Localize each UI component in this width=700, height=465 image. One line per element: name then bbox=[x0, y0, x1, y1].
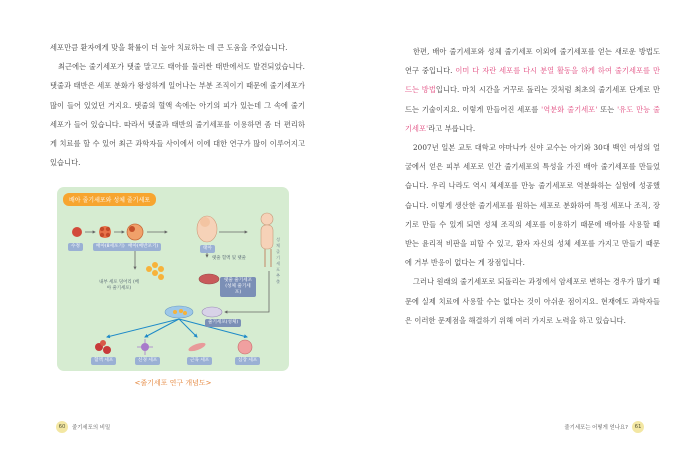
right-paragraph-1 bbox=[405, 42, 660, 138]
label-inner-mass: 내부 세포 덩어리 (배아 줄기세포) bbox=[99, 280, 139, 291]
label-heart-cell: 심장 세포 bbox=[235, 357, 260, 365]
running-title-right: 줄기세포는 어떻게 얻나요? bbox=[564, 425, 628, 431]
rp1-highlight-method: 이미 다 자란 세포를 다시 분열 활동을 하게 하여 줄기세포를 만드는 방법 bbox=[405, 66, 660, 95]
left-paragraph-1: 세포만큼 환자에게 맞을 확률이 더 높아 치료하는 데 큰 도움을 주었습니다. bbox=[50, 43, 288, 52]
label-cord-stem: 탯줄 줄기세포 (성체 줄기세포) bbox=[220, 277, 256, 297]
baby-figure bbox=[261, 213, 273, 225]
rp1-or: 또는 bbox=[597, 104, 618, 114]
stem-cell-diagram bbox=[57, 187, 289, 371]
left-paragraph-2: 최근에는 줄기세포가 탯줄 말고도 태아를 둘러싼 태반에서도 발견되었습니다. 탯줄과 태반은 세포 분화가 왕성하게 일어나는 부분 조직이기 때문에 줄기세포가 많이 들어 있었던 거지요. 탯줄의 혈액 속에는 아기의 피가 있는데 그 속에 줄기세포가 들어 있습니다. 따라서 탯줄과 태반의 줄기세포를 이용하면 좀 더 편리하게 치료를 할 수 있어 최근 과학자들 사이에서 이에 대한 연구가 많이 이루어지고 있습니다. bbox=[50, 62, 305, 168]
label-fertilized: 수정 bbox=[68, 243, 83, 251]
petri-dish-1 bbox=[199, 274, 219, 284]
label-8cell: 배아(8세포기) bbox=[93, 243, 128, 251]
right-paragraph-3: 그러나 원래의 줄기세포로 되돌리는 과정에서 암세포로 변하는 경우가 많기 때문에 실제 치료에 사용할 수는 없다는 것이 아쉬운 점이지요. 현재에도 과학자들은 이러한 문제점을 해결하기 위해 여러 가지로 노력을 하고 있습니다. bbox=[405, 277, 660, 325]
page-number-left: 60 bbox=[56, 421, 68, 433]
side-note-adult-extraction: 성체 줄기세포 추출 bbox=[275, 237, 281, 284]
label-fetus: 태아 bbox=[200, 245, 215, 253]
diagram-caption: <줄기세포 연구 개념도> bbox=[134, 379, 212, 387]
blastocyst bbox=[127, 224, 143, 240]
label-adult-stem: 줄기세포(성체) bbox=[205, 319, 241, 327]
right-page bbox=[350, 0, 700, 465]
rp1-middle: 입니다. 마치 시간을 거꾸로 돌리는 것처럼 최초의 줄기세포 단계로 만드는 기술이지요. 이렇게 만들어진 세포를 bbox=[405, 85, 661, 114]
left-body-text bbox=[50, 38, 305, 172]
label-muscle-cell: 근육 세포 bbox=[187, 357, 212, 365]
rp1-highlight-induced: '유도 만능 줄기세포' bbox=[405, 104, 661, 133]
rp1-end: 라고 부릅니다. bbox=[428, 123, 476, 133]
rp1-intro: 한편, 배아 줄기세포와 성체 줄기세포 이외에 줄기세포를 얻는 새로운 방법도 연구 중입니다. bbox=[405, 47, 660, 76]
right-paragraph-2: 2007년 일본 교토 대학교 야마나카 신야 교수는 아기와 30대 백인 여성의 얼굴에서 얻은 피부 세포로 인간 줄기세포의 특성을 가진 배아 줄기세포를 만들었습니다. 우리 나라도 역시 체세포를 만능 줄기세포로 역분화하는 실험에 성공했습니다. 이렇게 생산한 줄기세포를 원하는 세포로 분화하여 특정 세포나 조직, 장기로 만들 수 있게 되면 성체 조직의 세포를 이용하기 때문에 배아를 사용할 때 받는 윤리적 비판을 피할 수 있고, 환자 자신의 성체 세포를 가지고 만들기 때문에 거부 반응이 없다는 게 장점입니다. bbox=[405, 143, 660, 268]
petri-dish-2 bbox=[202, 307, 222, 317]
zygote-cell bbox=[72, 227, 82, 237]
right-footer bbox=[564, 421, 644, 433]
culture-dish bbox=[165, 306, 193, 318]
blood-note: 탯줄 혈액 및 탯줄 bbox=[212, 256, 246, 261]
label-blastocyst: 배아(배반포기) bbox=[125, 243, 161, 251]
left-footer bbox=[56, 421, 110, 433]
diagram-title: 배아 줄기세포와 성체 줄기세포 bbox=[63, 193, 156, 206]
rp1-highlight-ips: '역분화 줄기세포' bbox=[541, 104, 598, 114]
label-nerve-cell: 신경 세포 bbox=[135, 357, 160, 365]
label-blood-cell: 혈액 세포 bbox=[91, 357, 116, 365]
right-body-text bbox=[405, 42, 660, 330]
running-title-left: 줄기세포의 비밀 bbox=[72, 425, 111, 431]
page-number-right: 61 bbox=[632, 421, 644, 433]
